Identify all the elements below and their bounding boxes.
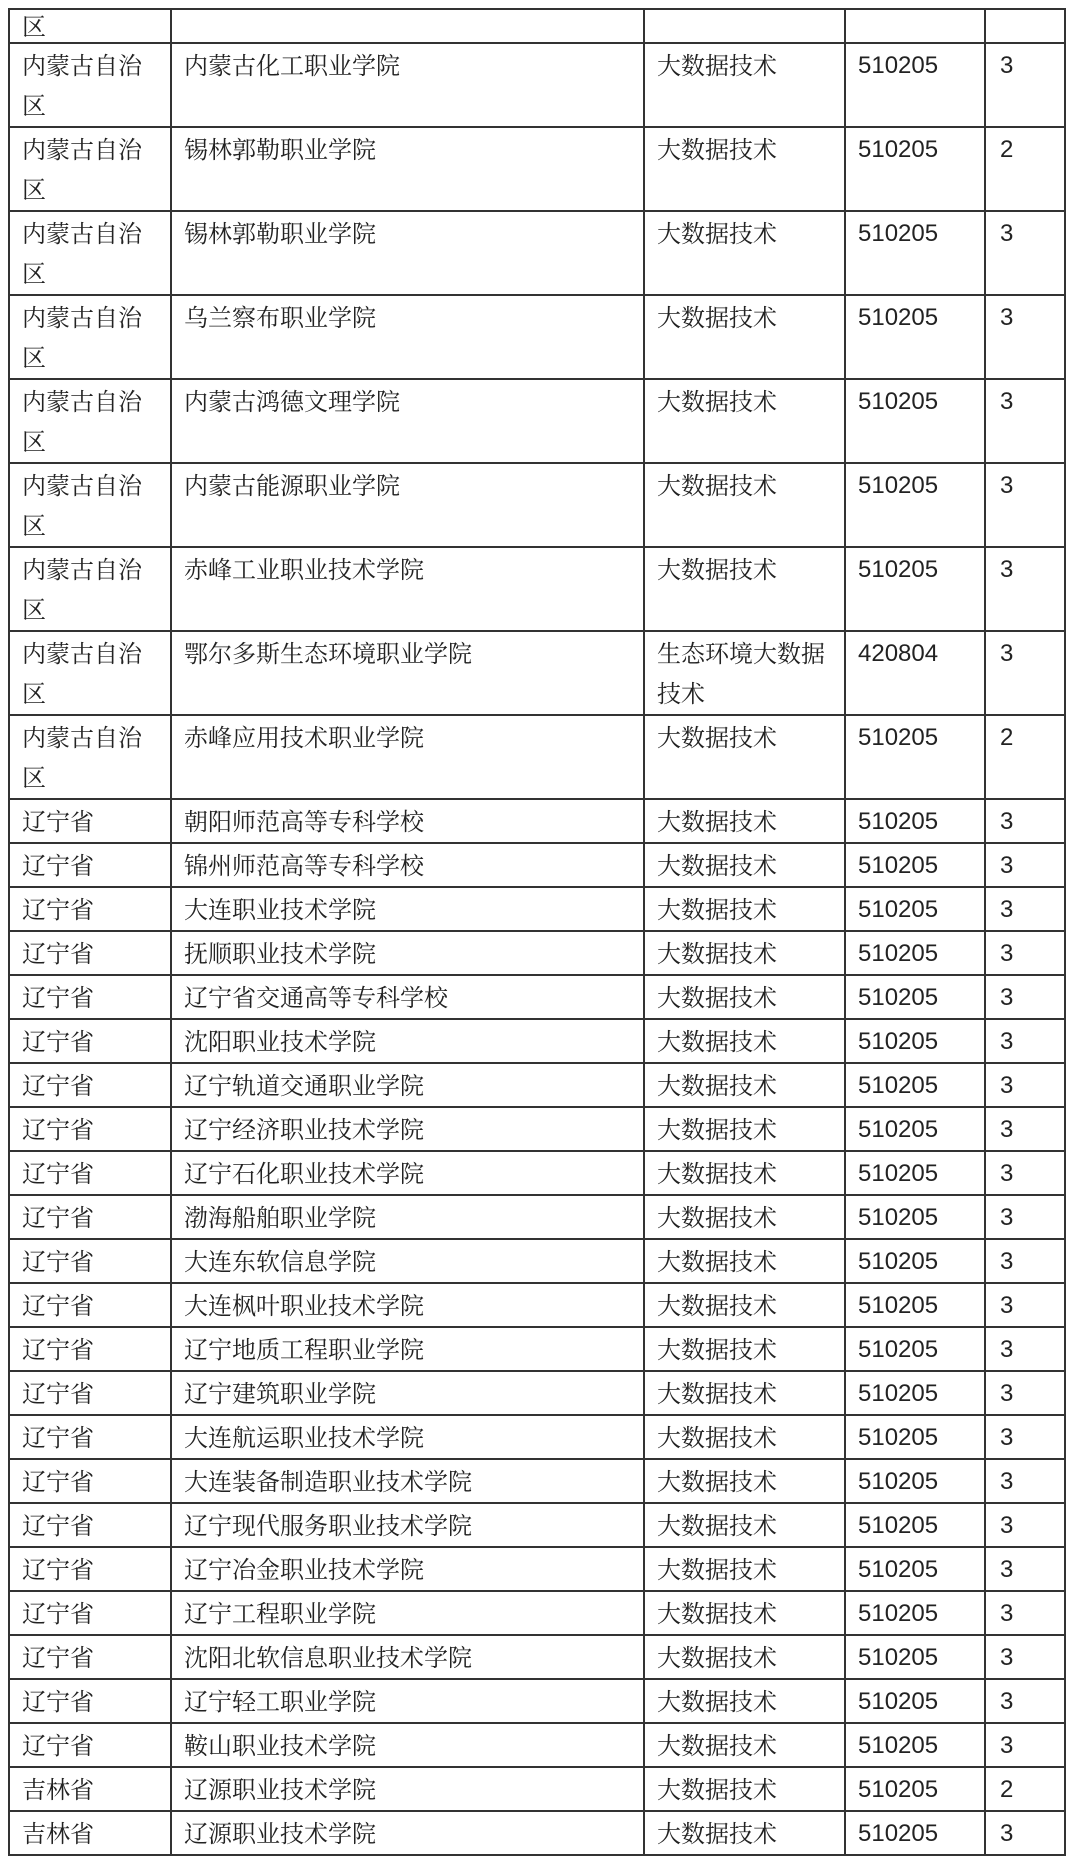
table-row [9,1195,1065,1239]
major-cell: 大数据技术 [644,1635,845,1679]
school-cell: 大连东软信息学院 [171,1239,644,1283]
region-cell: 辽宁省 [9,1679,171,1723]
major-cell: 大数据技术 [644,43,845,127]
table-row [9,1503,1065,1547]
major-cell: 大数据技术 [644,1283,845,1327]
school-cell: 辽宁经济职业技术学院 [171,1107,644,1151]
major-cell: 大数据技术 [644,1107,845,1151]
years-cell: 3 [985,211,1065,295]
table-row [9,1459,1065,1503]
region-cell: 辽宁省 [9,931,171,975]
major-cell: 大数据技术 [644,887,845,931]
school-cell: 辽宁建筑职业学院 [171,1371,644,1415]
region-cell: 区 [9,9,171,43]
major-cell: 大数据技术 [644,975,845,1019]
school-cell: 辽宁轨道交通职业学院 [171,1063,644,1107]
major-cell: 大数据技术 [644,127,845,211]
code-cell: 510205 [845,1767,985,1811]
region-cell: 辽宁省 [9,1239,171,1283]
major-cell: 大数据技术 [644,1063,845,1107]
school-cell: 抚顺职业技术学院 [171,931,644,975]
major-cell: 大数据技术 [644,799,845,843]
table-row [9,1239,1065,1283]
code-cell: 510205 [845,1063,985,1107]
table-row [9,295,1065,379]
major-cell: 大数据技术 [644,715,845,799]
major-cell: 大数据技术 [644,843,845,887]
code-cell: 510205 [845,43,985,127]
years-cell: 3 [985,843,1065,887]
years-cell: 3 [985,1459,1065,1503]
code-cell: 510205 [845,547,985,631]
region-cell: 内蒙古自治区 [9,547,171,631]
region-cell: 辽宁省 [9,1151,171,1195]
region-cell: 内蒙古自治区 [9,379,171,463]
major-cell: 大数据技术 [644,1327,845,1371]
data-table [8,8,1066,1856]
school-cell: 内蒙古化工职业学院 [171,43,644,127]
school-cell: 乌兰察布职业学院 [171,295,644,379]
region-cell: 辽宁省 [9,1415,171,1459]
table-row [9,1767,1065,1811]
major-cell: 大数据技术 [644,1723,845,1767]
region-cell: 辽宁省 [9,1195,171,1239]
code-cell [845,9,985,43]
years-cell: 2 [985,127,1065,211]
school-cell: 大连航运职业技术学院 [171,1415,644,1459]
table-row [9,1415,1065,1459]
years-cell: 3 [985,1327,1065,1371]
years-cell: 3 [985,1635,1065,1679]
table-row [9,715,1065,799]
code-cell: 510205 [845,1239,985,1283]
years-cell: 3 [985,1151,1065,1195]
school-cell: 辽宁石化职业技术学院 [171,1151,644,1195]
major-cell: 大数据技术 [644,1547,845,1591]
major-cell: 大数据技术 [644,1239,845,1283]
code-cell: 510205 [845,887,985,931]
code-cell: 510205 [845,1459,985,1503]
region-cell: 内蒙古自治区 [9,43,171,127]
code-cell: 510205 [845,1503,985,1547]
table-row [9,1679,1065,1723]
years-cell: 3 [985,1107,1065,1151]
years-cell: 3 [985,547,1065,631]
table-row [9,1327,1065,1371]
years-cell: 3 [985,43,1065,127]
region-cell: 内蒙古自治区 [9,463,171,547]
school-cell: 沈阳职业技术学院 [171,1019,644,1063]
years-cell: 2 [985,1767,1065,1811]
school-cell: 渤海船舶职业学院 [171,1195,644,1239]
school-cell [171,9,644,43]
school-cell: 沈阳北软信息职业技术学院 [171,1635,644,1679]
table-row [9,1283,1065,1327]
years-cell: 2 [985,715,1065,799]
table-row [9,1151,1065,1195]
years-cell: 3 [985,1591,1065,1635]
region-cell: 辽宁省 [9,1327,171,1371]
major-cell: 大数据技术 [644,1415,845,1459]
major-cell: 大数据技术 [644,1767,845,1811]
code-cell: 510205 [845,1723,985,1767]
code-cell: 510205 [845,379,985,463]
code-cell: 510205 [845,1679,985,1723]
region-cell: 辽宁省 [9,1503,171,1547]
table-row [9,1635,1065,1679]
years-cell: 3 [985,379,1065,463]
region-cell: 辽宁省 [9,1283,171,1327]
table-row [9,975,1065,1019]
code-cell: 510205 [845,211,985,295]
region-cell: 辽宁省 [9,799,171,843]
years-cell [985,9,1065,43]
major-cell: 大数据技术 [644,1371,845,1415]
code-cell: 510205 [845,1635,985,1679]
code-cell: 510205 [845,1371,985,1415]
school-cell: 鞍山职业技术学院 [171,1723,644,1767]
major-cell: 生态环境大数据技术 [644,631,845,715]
table-row [9,931,1065,975]
code-cell: 510205 [845,1107,985,1151]
school-cell: 辽宁地质工程职业学院 [171,1327,644,1371]
school-cell: 大连枫叶职业技术学院 [171,1283,644,1327]
table-row [9,1723,1065,1767]
years-cell: 3 [985,463,1065,547]
years-cell: 3 [985,1723,1065,1767]
region-cell: 辽宁省 [9,1635,171,1679]
major-cell: 大数据技术 [644,1503,845,1547]
region-cell: 辽宁省 [9,1019,171,1063]
major-cell: 大数据技术 [644,1151,845,1195]
code-cell: 510205 [845,931,985,975]
school-cell: 辽宁冶金职业技术学院 [171,1547,644,1591]
major-cell: 大数据技术 [644,931,845,975]
major-cell: 大数据技术 [644,547,845,631]
table-row [9,1063,1065,1107]
table-row [9,1547,1065,1591]
table-row [9,43,1065,127]
code-cell: 510205 [845,1019,985,1063]
code-cell: 510205 [845,1283,985,1327]
major-cell: 大数据技术 [644,1679,845,1723]
years-cell: 3 [985,295,1065,379]
school-cell: 辽源职业技术学院 [171,1767,644,1811]
table-row [9,127,1065,211]
major-cell: 大数据技术 [644,1591,845,1635]
school-cell: 内蒙古能源职业学院 [171,463,644,547]
school-cell: 锡林郭勒职业学院 [171,127,644,211]
years-cell: 3 [985,1371,1065,1415]
major-cell: 大数据技术 [644,1195,845,1239]
code-cell: 510205 [845,463,985,547]
table-body [9,9,1065,1855]
table-row [9,211,1065,295]
table-row [9,547,1065,631]
code-cell: 510205 [845,1547,985,1591]
school-cell: 辽源职业技术学院 [171,1811,644,1855]
code-cell: 510205 [845,295,985,379]
region-cell: 内蒙古自治区 [9,127,171,211]
region-cell: 内蒙古自治区 [9,715,171,799]
table-row [9,843,1065,887]
region-cell: 辽宁省 [9,887,171,931]
school-cell: 大连职业技术学院 [171,887,644,931]
code-cell: 510205 [845,715,985,799]
school-cell: 锡林郭勒职业学院 [171,211,644,295]
major-cell: 大数据技术 [644,295,845,379]
years-cell: 3 [985,1679,1065,1723]
region-cell: 吉林省 [9,1767,171,1811]
table-row [9,631,1065,715]
region-cell: 辽宁省 [9,1591,171,1635]
years-cell: 3 [985,631,1065,715]
region-cell: 辽宁省 [9,1107,171,1151]
region-cell: 辽宁省 [9,843,171,887]
code-cell: 510205 [845,1591,985,1635]
major-cell [644,9,845,43]
code-cell: 510205 [845,1327,985,1371]
years-cell: 3 [985,1019,1065,1063]
code-cell: 510205 [845,975,985,1019]
code-cell: 510205 [845,1195,985,1239]
region-cell: 辽宁省 [9,1371,171,1415]
table-row [9,799,1065,843]
school-cell: 辽宁工程职业学院 [171,1591,644,1635]
school-cell: 赤峰工业职业技术学院 [171,547,644,631]
region-cell: 内蒙古自治区 [9,295,171,379]
years-cell: 3 [985,1503,1065,1547]
table-row [9,1019,1065,1063]
region-cell: 辽宁省 [9,1723,171,1767]
major-cell: 大数据技术 [644,463,845,547]
region-cell: 内蒙古自治区 [9,211,171,295]
years-cell: 3 [985,931,1065,975]
code-cell: 420804 [845,631,985,715]
region-cell: 吉林省 [9,1811,171,1855]
code-cell: 510205 [845,1151,985,1195]
years-cell: 3 [985,1547,1065,1591]
school-cell: 辽宁现代服务职业技术学院 [171,1503,644,1547]
table-row [9,1811,1065,1855]
major-cell: 大数据技术 [644,379,845,463]
region-cell: 辽宁省 [9,1063,171,1107]
school-cell: 内蒙古鸿德文理学院 [171,379,644,463]
years-cell: 3 [985,1283,1065,1327]
school-cell: 赤峰应用技术职业学院 [171,715,644,799]
region-cell: 内蒙古自治区 [9,631,171,715]
code-cell: 510205 [845,1811,985,1855]
region-cell: 辽宁省 [9,1459,171,1503]
major-cell: 大数据技术 [644,1459,845,1503]
table-row [9,463,1065,547]
school-cell: 辽宁轻工职业学院 [171,1679,644,1723]
years-cell: 3 [985,1063,1065,1107]
school-cell: 锦州师范高等专科学校 [171,843,644,887]
years-cell: 3 [985,799,1065,843]
major-cell: 大数据技术 [644,1811,845,1855]
region-cell: 辽宁省 [9,975,171,1019]
code-cell: 510205 [845,843,985,887]
table-row [9,379,1065,463]
school-cell: 朝阳师范高等专科学校 [171,799,644,843]
table-row [9,9,1065,43]
years-cell: 3 [985,1811,1065,1855]
years-cell: 3 [985,1239,1065,1283]
table-row [9,887,1065,931]
code-cell: 510205 [845,1415,985,1459]
years-cell: 3 [985,1415,1065,1459]
school-cell: 大连装备制造职业技术学院 [171,1459,644,1503]
years-cell: 3 [985,887,1065,931]
school-cell: 辽宁省交通高等专科学校 [171,975,644,1019]
years-cell: 3 [985,975,1065,1019]
major-cell: 大数据技术 [644,1019,845,1063]
region-cell: 辽宁省 [9,1547,171,1591]
years-cell: 3 [985,1195,1065,1239]
code-cell: 510205 [845,799,985,843]
table-row [9,1371,1065,1415]
table-row [9,1107,1065,1151]
school-cell: 鄂尔多斯生态环境职业学院 [171,631,644,715]
major-cell: 大数据技术 [644,211,845,295]
code-cell: 510205 [845,127,985,211]
table-row [9,1591,1065,1635]
